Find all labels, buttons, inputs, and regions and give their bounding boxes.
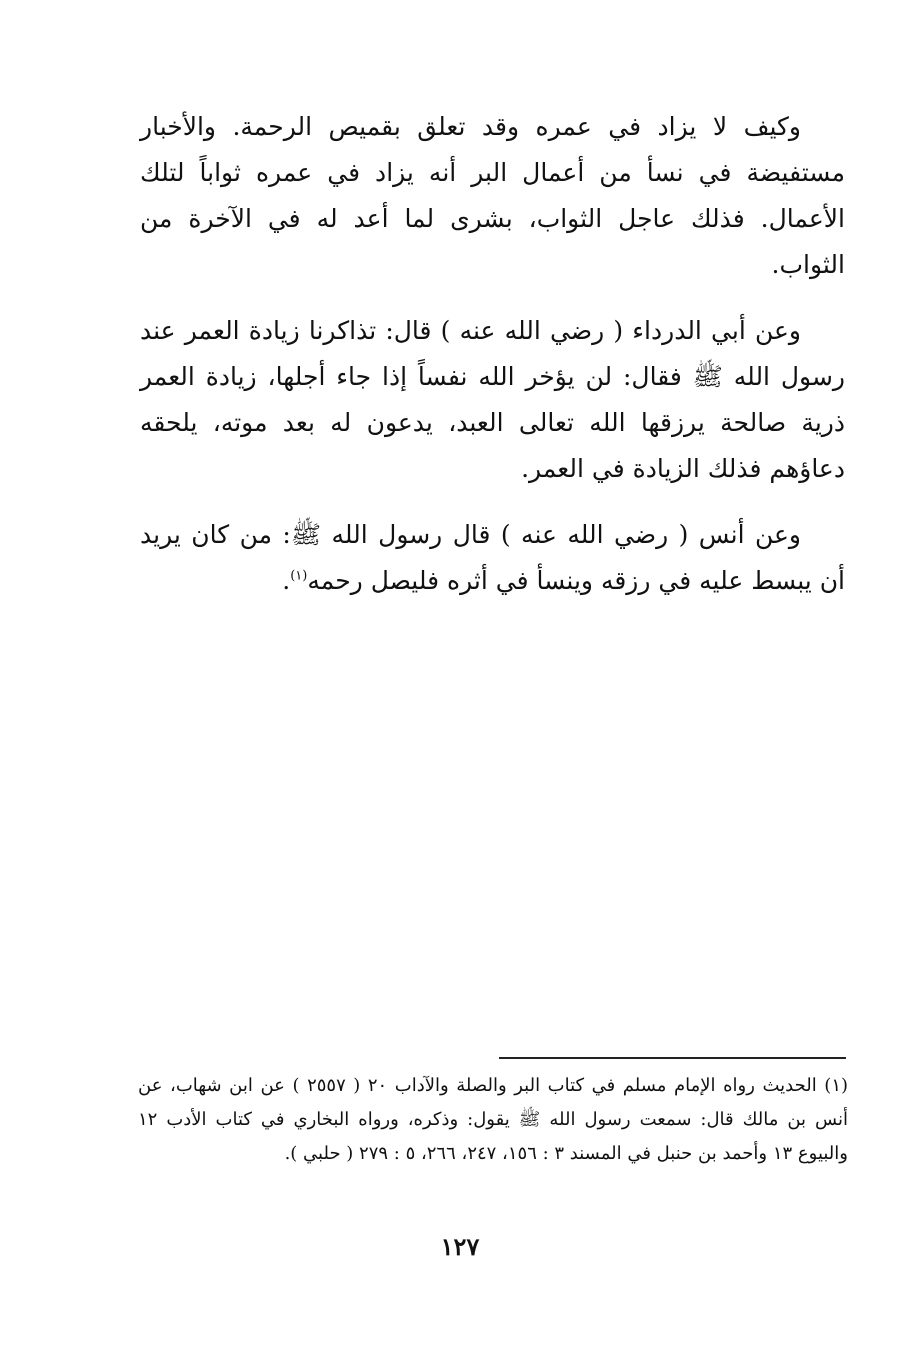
- paragraph-3-text: وعن أنس ( رضي الله عنه ) قال رسول الله ﷺ: من كان يريد أن يبسط عليه في رزقه وينسأ في أثره فليصل رحمه: [140, 520, 845, 595]
- footnote-separator: [499, 1057, 846, 1059]
- paragraph-3-end-mark: .: [282, 566, 291, 595]
- paragraph-1: وكيف لا يزاد في عمره وقد تعلق بقميص الرحمة. والأخبار مستفيضة في نسأ من أعمال البر أنه يزاد في عمره ثواباً لتلك الأعمال. فذلك عاجل الثواب، بشرى لما أعد له في الآخرة من الثواب.: [140, 112, 845, 279]
- paragraph-2: وعن أبي الدرداء ( رضي الله عنه ) قال: تذاكرنا زيادة العمر عند رسول الله ﷺ فقال: لن يؤخر الله نفساً إذا جاء أجلها، زيادة العمر ذرية صالحة يرزقها الله تعالى العبد، يدعون له بعد موته، يلحقه دعاؤهم فذلك الزيادة في العمر.: [140, 316, 845, 483]
- footnote-text: (١) الحديث رواه الإمام مسلم في كتاب البر والصلة والآداب ٢٠ ( ٢٥٥٧ ) عن ابن شهاب، عن أنس بن مالك قال: سمعت رسول الله ﷺ يقول: وذكره، ورواه البخاري في كتاب الأدب ١٢ والبيوع ١٣ وأحمد بن حنبل في المسند ٣ : ١٥٦، ٢٤٧، ٢٦٦، ٥ : ٢٧٩ ( حلبي ).: [138, 1075, 849, 1164]
- paragraph-3: [140, 512, 845, 604]
- footnote-block: [138, 1069, 848, 1171]
- footnote-reference[interactable]: (١): [290, 568, 308, 584]
- main-text-block: [140, 104, 845, 624]
- page-number: ١٢٧: [440, 1232, 480, 1261]
